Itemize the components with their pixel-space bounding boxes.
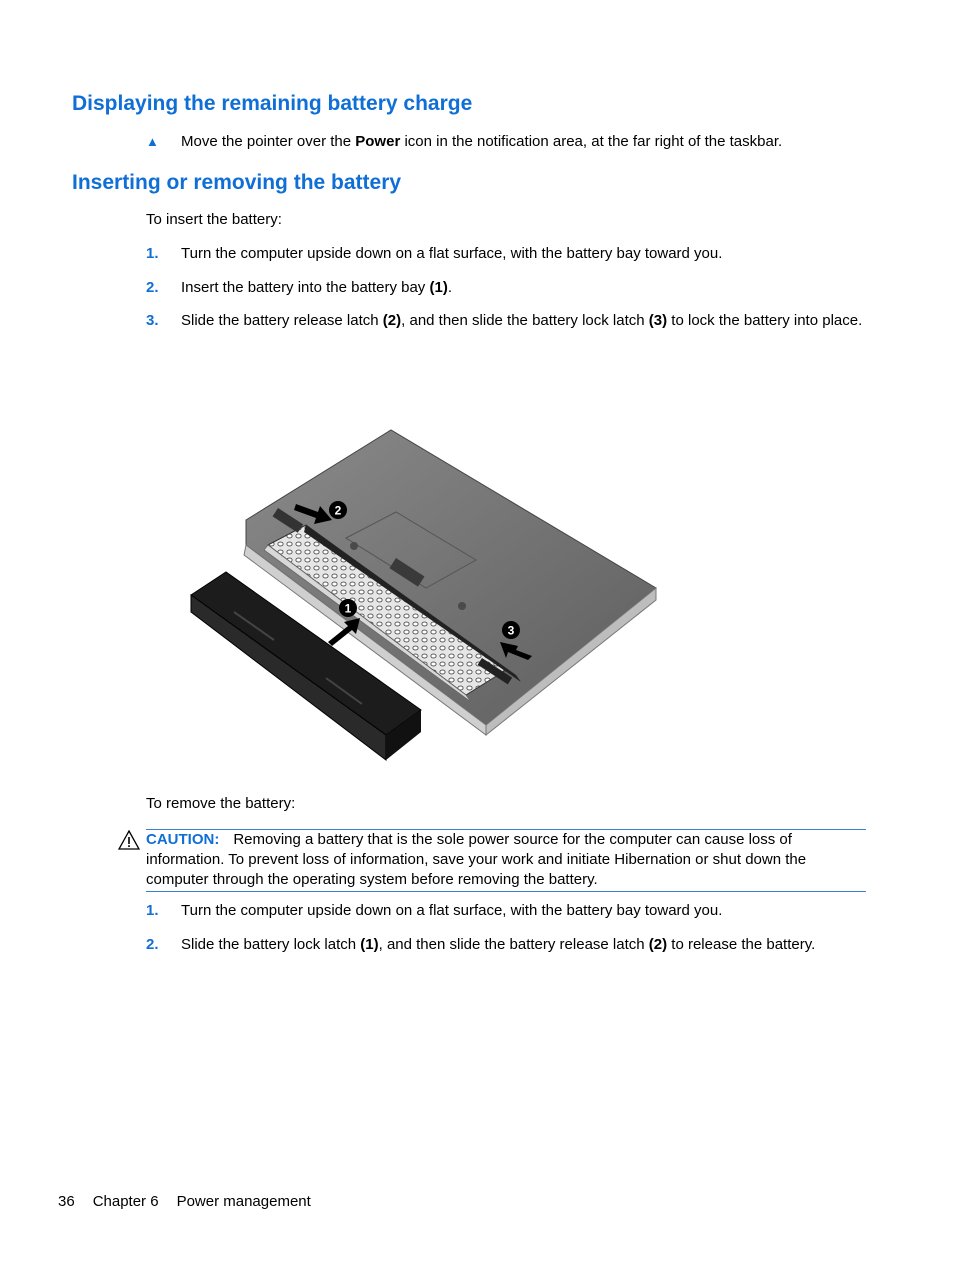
caution-icon (118, 830, 140, 850)
remove-step-1: 1. Turn the computer upside down on a flat surface, with the battery bay toward you. (146, 902, 723, 919)
svg-text:3: 3 (507, 623, 515, 638)
insert-step-2: 2. Insert the battery into the battery bay (1). (146, 279, 452, 296)
battery-insertion-figure (186, 420, 666, 765)
section-heading-battery-charge: Displaying the remaining battery charge (72, 92, 473, 115)
bullet-item: ▲ Move the pointer over the Power icon in the notification area, at the far right of the taskbar. (146, 133, 783, 150)
remove-step-2: 2. Slide the battery lock latch (1), and then slide the battery release latch (2) to release the battery. (146, 936, 816, 953)
callout-2 (329, 501, 347, 519)
svg-text:1: 1 (344, 601, 352, 616)
page-footer (58, 1192, 329, 1212)
caution-text: Removing a battery that is the sole power source for the computer can cause loss of information. To prevent loss of information, save your work and initiate Hibernation or shut down the computer through the operating system before removing the battery. (146, 831, 807, 888)
chapter-title: Power management (176, 1193, 311, 1210)
remove-intro: To remove the battery: (146, 795, 296, 812)
insert-step-1: 1. Turn the computer upside down on a flat surface, with the battery bay toward you. (146, 245, 723, 262)
caution-box (146, 829, 866, 892)
insert-intro: To insert the battery: (146, 211, 282, 228)
caution-label: CAUTION: (146, 831, 220, 848)
section-heading-insert-remove: Inserting or removing the battery (72, 171, 402, 194)
svg-text:2: 2 (334, 503, 342, 518)
triangle-bullet-icon: ▲ (146, 134, 159, 149)
callout-3 (502, 621, 520, 639)
chapter-label: Chapter 6 (92, 1193, 159, 1210)
page-number: 36 (58, 1193, 75, 1210)
callout-1 (339, 599, 357, 617)
insert-step-3: 3. Slide the battery release latch (2), and then slide the battery lock latch (3) to lock the battery into place. (146, 312, 863, 329)
